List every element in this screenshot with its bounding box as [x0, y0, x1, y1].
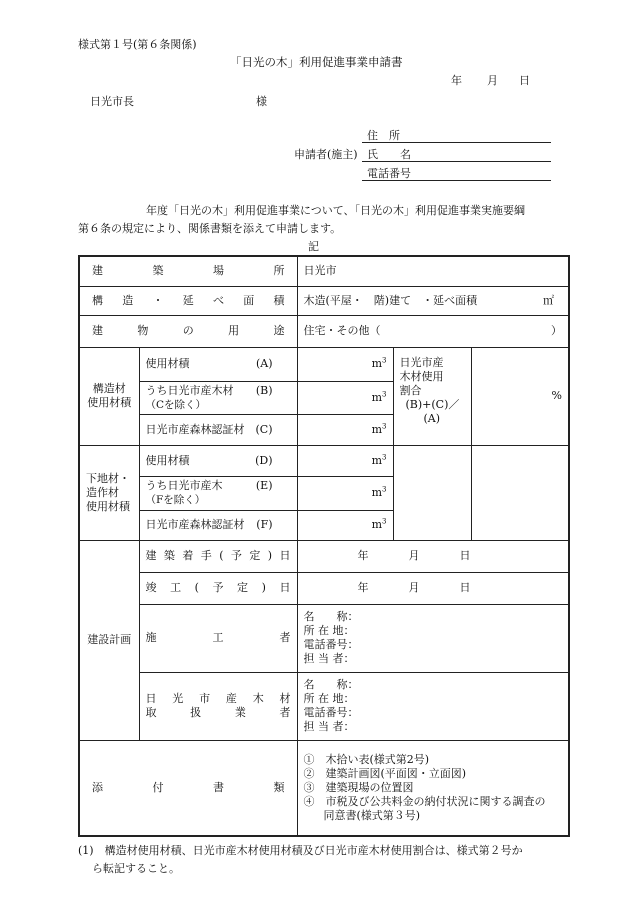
date-day-label: 日 [519, 74, 530, 87]
start-date-label: 建 築 着 手 ( 予 定 ) 日 [139, 540, 297, 572]
start-date-value[interactable]: 年 月 日 [297, 540, 569, 572]
site-label: 建 築 場 所 [79, 256, 297, 286]
phone-line[interactable] [362, 180, 551, 181]
form-number: 様式第１号(第６条関係) [78, 38, 197, 51]
base-d-value[interactable]: $m^3$ [297, 445, 393, 476]
attachments-label: 添 付 書 類 [79, 740, 297, 836]
end-date-value[interactable]: 年 月 日 [297, 572, 569, 604]
row-base-d [79, 445, 569, 476]
applicant-address-label: 住 所 [367, 129, 400, 142]
date-year-label: 年 [451, 74, 462, 87]
base-blank-1 [393, 445, 471, 540]
row-use [79, 315, 569, 347]
row-plan-dealer [79, 672, 569, 740]
date-month-label: 月 [487, 74, 498, 87]
ki-mark: 記 [308, 240, 319, 253]
base-f-label: 日光市産森林認証材 (F) [139, 510, 297, 540]
footnote-line-2: ら転記すること。 [92, 862, 180, 875]
struct-b-label: うち日光市産木材 (B) （Cを除く） [139, 381, 297, 414]
attachment-item: ③ 建築現場の位置図 [303, 780, 414, 794]
use-label: 建 物 の 用 途 [79, 315, 297, 347]
struct-c-value[interactable]: $m^3$ [297, 414, 393, 445]
attachment-item: ④ 市税及び公共料金の納付状況に関する調査の [303, 794, 546, 808]
name-line[interactable] [362, 161, 551, 162]
use-value[interactable]: 住宅・その他（ ） [297, 315, 569, 347]
row-struct-a [79, 347, 569, 381]
attachment-item-cont: 同意書(様式第３号) [323, 808, 421, 822]
form-title: 「日光の木」利用促進事業申請書 [230, 55, 403, 69]
base-f-value[interactable]: $m^3$ [297, 510, 393, 540]
struct-b-value[interactable]: $m^3$ [297, 381, 393, 414]
row-structure [79, 286, 569, 315]
row-plan-end [79, 572, 569, 604]
applicant-role: 申請者(施主) [294, 148, 358, 161]
applicant-phone-label: 電話番号 [367, 167, 411, 180]
row-site [79, 256, 569, 286]
base-material-group: 下地材・ 造作材 使用材積 [79, 445, 139, 540]
attachment-item: ① 木拾い表(様式第2号) [303, 752, 430, 766]
footnote-line-1: (1) 構造材使用材積、日光市産木材使用材積及び日光市産木材使用割合は、様式第２号か [78, 844, 523, 857]
contractor-label: 施 工 者 [139, 604, 297, 672]
structure-label: 構 造 ・ 延 べ 面 積 [79, 286, 297, 315]
base-blank-2 [471, 445, 569, 540]
application-table [78, 255, 570, 837]
base-e-label: うち日光市産木 (E) （Fを除く） [139, 476, 297, 510]
applicant-name-label: 氏 名 [367, 148, 411, 161]
body-line-2: 第６条の規定により、関係書類を添えて申請します。 [78, 222, 342, 235]
contractor-info[interactable]: 名 称： 所 在 地： 電話番号： 担 当 者： [297, 604, 569, 672]
dealer-label: 日 光 市 産 木 材 取 扱 業 者 [139, 672, 297, 740]
dealer-info[interactable]: 名 称： 所 在 地： 電話番号： 担 当 者： [297, 672, 569, 740]
ratio-label: 日光市産 木材使用 割合 (B)+(C)／ (A) [393, 347, 471, 445]
structure-value[interactable]: 木造(平屋・ 階)建て ・延べ面積 ㎡ [297, 286, 569, 315]
honorific: 様 [256, 95, 267, 108]
row-plan-start [79, 540, 569, 572]
ratio-value[interactable]: % [471, 347, 569, 445]
body-line-1: 年度「日光の木」利用促進事業について、「日光の木」利用促進事業実施要綱 [146, 204, 526, 217]
row-plan-contractor [79, 604, 569, 672]
struct-c-label: 日光市産森林認証材 (C) [139, 414, 297, 445]
end-date-label: 竣 工 ( 予 定 ) 日 [139, 572, 297, 604]
attachment-item: ② 建築計画図(平面図・立面図) [303, 766, 467, 780]
attachments-list [297, 740, 569, 836]
struct-a-value[interactable]: $m^3$ [297, 347, 393, 381]
address-line[interactable] [362, 142, 551, 143]
base-d-label: 使用材積 (D) [139, 445, 297, 476]
addressee: 日光市長 [90, 95, 134, 108]
plan-group: 建設計画 [79, 540, 139, 740]
row-attachments [79, 740, 569, 836]
struct-a-label: 使用材積 (A) [139, 347, 297, 381]
struct-material-group: 構造材 使用材積 [79, 347, 139, 445]
base-e-value[interactable]: $m^3$ [297, 476, 393, 510]
site-value[interactable]: 日光市 [297, 256, 569, 286]
